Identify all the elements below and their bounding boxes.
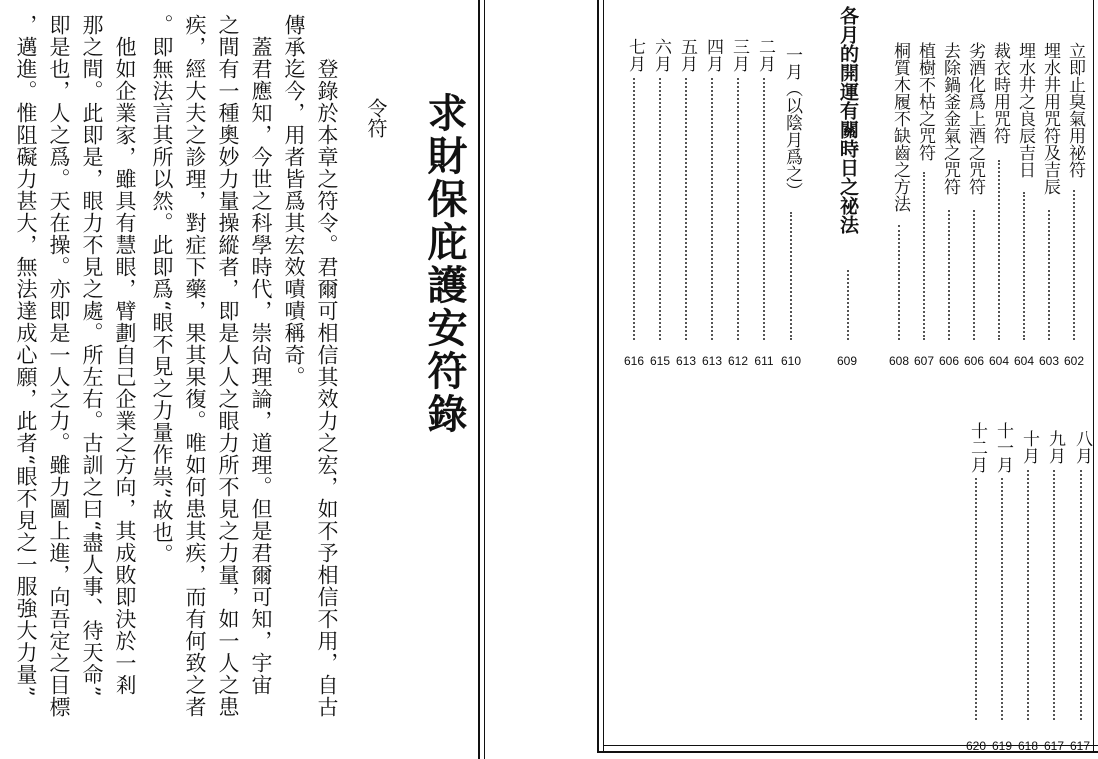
- toc-leader: [763, 78, 767, 340]
- body-column-8: 那之間。此即是，眼力不見之處。所左右。古訓之曰“盡人事、待天命”: [80, 14, 104, 698]
- toc-leader: [1053, 470, 1057, 720]
- toc-leader: [923, 172, 927, 340]
- toc-leader: [975, 478, 979, 720]
- body-column-2: 傳承迄今，用者皆爲其宏效嘖嘖稱奇。: [282, 14, 306, 388]
- toc-leader: [633, 78, 637, 340]
- body-column-3: 蓋君應知，今世之科學時代，崇尙理論，道理。但是君爾可知，宇宙: [249, 14, 273, 696]
- toc-entry-label: 劣酒化爲上酒之咒符: [965, 42, 985, 195]
- toc-entry-label: 桐質木履不缺齒之方法: [890, 42, 910, 212]
- toc-entry-page: 613: [675, 354, 697, 368]
- toc-entry-page: 608: [888, 354, 910, 368]
- body-column-1: 登錄於本章之符令。君爾可相信其效力之宏，如不予相信不用，自古: [315, 58, 339, 718]
- toc-entry-page: 616: [623, 354, 645, 368]
- toc-month-label: 十月: [1019, 430, 1039, 464]
- toc-entry-page: 619: [991, 739, 1013, 753]
- toc-leader: [1027, 470, 1031, 720]
- toc-leader: [659, 78, 663, 340]
- toc-leader: [685, 78, 689, 340]
- section-subtitle: 令符: [364, 98, 388, 138]
- toc-entry-page: 603: [1038, 354, 1060, 368]
- toc-leader: [1048, 210, 1052, 340]
- toc-leader: [1080, 470, 1084, 720]
- toc-month-label: 十二月: [967, 422, 987, 473]
- toc-entry-page: 620: [965, 739, 987, 753]
- toc-entry-page: 604: [1013, 354, 1035, 368]
- toc-leader: [973, 210, 977, 340]
- page-frame-right-inner: [597, 0, 599, 752]
- toc-month-label: 三月: [729, 38, 749, 72]
- toc-month-label: 二月: [755, 38, 775, 72]
- toc-month-label: 五月: [677, 38, 697, 72]
- toc-month-label: 七月: [625, 38, 645, 72]
- toc-month-label: 一月（以陰月爲之）: [782, 46, 802, 199]
- toc-month-label: 八月: [1072, 430, 1092, 464]
- chapter-title: 求財保庇護安符錄: [421, 92, 467, 436]
- toc-entry-page: 611: [754, 354, 774, 368]
- toc-entry-page: 606: [938, 354, 960, 368]
- toc-entry-label: 埋水井之良辰吉日: [1015, 42, 1035, 178]
- body-column-9: 即是也，人之爲。天在操。亦即是一人之力。雖力圖上進，向吾定之目標: [47, 14, 71, 718]
- toc-entry-label: 立即止臭氣用祕符: [1065, 42, 1085, 178]
- body-column-6: 。即無法言其所以然。此即爲“眼不見之力量作祟”故也。: [150, 14, 174, 566]
- toc-leader: [948, 210, 952, 340]
- toc-entry-page: 615: [649, 354, 671, 368]
- body-column-5: 疾，經大夫之診理，對症下藥，果其果復。唯如何患其疾，而有何致之者: [183, 14, 207, 718]
- toc-entry-label: 去除鍋釜金氣之咒符: [940, 42, 960, 195]
- toc-entry-page: 617: [1069, 739, 1091, 753]
- toc-month-label: 十一月: [993, 422, 1013, 473]
- toc-leader: [790, 212, 794, 340]
- toc-entry-page: 610: [780, 354, 802, 368]
- toc-month-label: 九月: [1045, 430, 1065, 464]
- toc-entry-label: 植樹不枯之咒符: [915, 42, 935, 161]
- page-frame-right-outer: [603, 0, 604, 752]
- toc-leader: [998, 160, 1002, 340]
- toc-entry-page: 606: [963, 354, 985, 368]
- toc-leader: [898, 225, 902, 340]
- toc-entry-page: 618: [1017, 739, 1039, 753]
- toc-entry-page: 602: [1063, 354, 1085, 368]
- body-column-7: 他如企業家，雖具有慧眼，臂劃自己企業之方向，其成敗即決於一剎: [113, 14, 137, 696]
- gutter-rule-left-thin: [484, 0, 485, 759]
- toc-entry-page: 612: [727, 354, 749, 368]
- toc-leader: [1001, 478, 1005, 720]
- toc-entry-page: 607: [913, 354, 935, 368]
- toc-entry-label: 裁衣時用咒符: [990, 42, 1010, 144]
- toc-entry-label: 埋水井用咒符及吉辰: [1040, 42, 1060, 195]
- toc-entry-page: 617: [1043, 739, 1065, 753]
- toc-leader: [737, 78, 741, 340]
- page-frame-right-edge: [1093, 0, 1094, 752]
- toc-leader: [711, 78, 715, 340]
- toc-entry-page: 604: [988, 354, 1010, 368]
- body-column-4: 之間有一種奧妙力量操縱者，即是人人之眼力所不見之力量，如一人之患: [216, 14, 240, 718]
- toc-entry-page: 609: [836, 354, 858, 368]
- toc-entry-page: 613: [701, 354, 723, 368]
- body-column-10: ，邁進。惟阻礙力甚大，無法達成心願，此者“眼不見之一服強大力量”: [14, 14, 38, 698]
- toc-leader: [1023, 192, 1027, 340]
- toc-leader: [1073, 190, 1077, 340]
- section-heading: 各月的開運有關時日之祕法: [837, 6, 859, 234]
- toc-leader: [847, 270, 851, 340]
- toc-month-label: 六月: [651, 38, 671, 72]
- toc-month-label: 四月: [703, 38, 723, 72]
- gutter-rule-left: [478, 0, 480, 759]
